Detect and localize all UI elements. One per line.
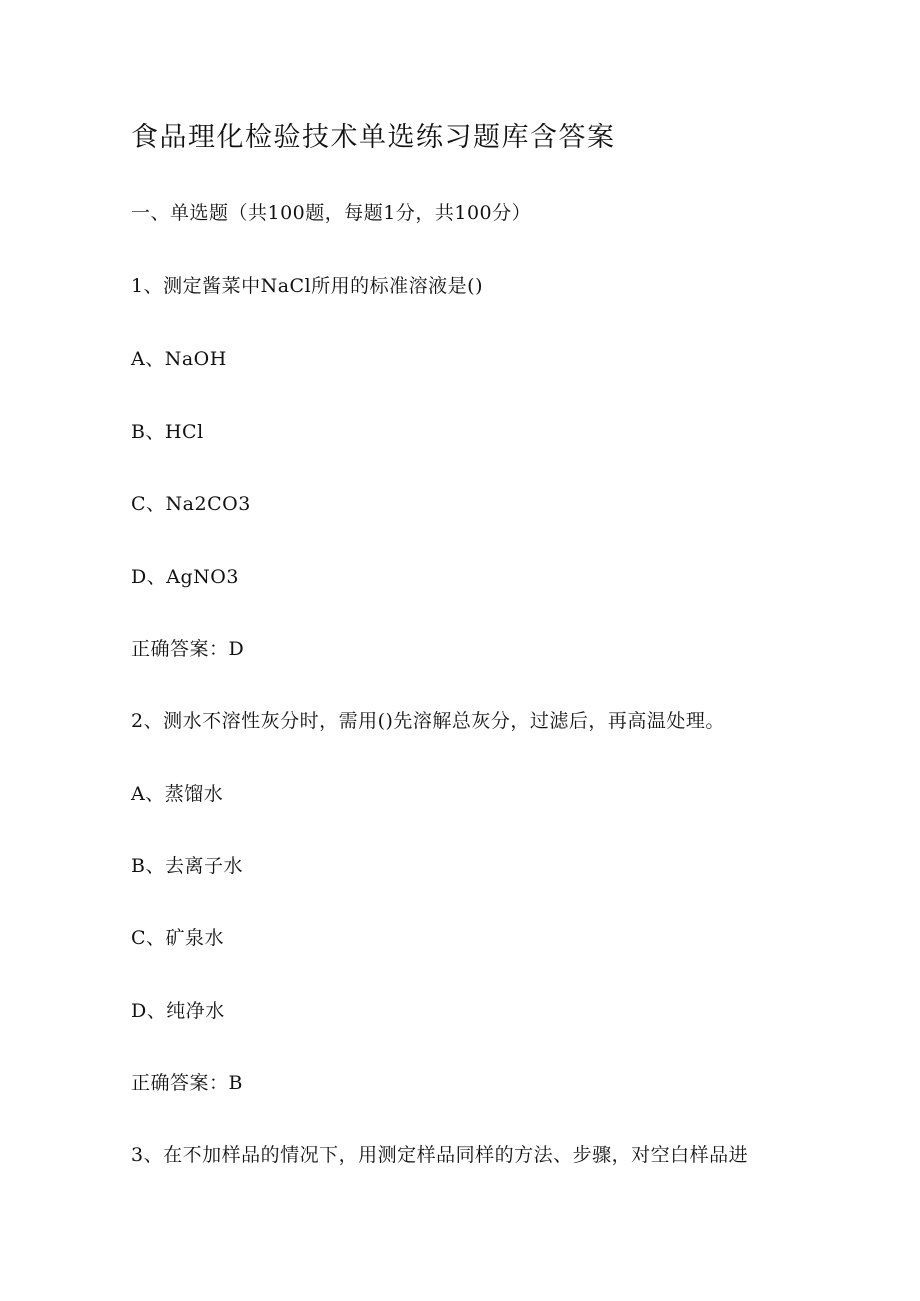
question-2-option-b: B、去离子水 (131, 855, 243, 877)
question-2-option-d: D、纯净水 (131, 1000, 225, 1022)
section-heading: 一、单选题（共100题，每题1分，共100分） (131, 202, 532, 224)
question-1-answer: 正确答案：D (131, 638, 245, 660)
question-2-option-c: C、矿泉水 (131, 927, 225, 949)
question-1-stem: 1、测定酱菜中NaCl所用的标准溶液是() (131, 275, 483, 297)
question-3-stem: 3、在不加样品的情况下，用测定样品同样的方法、步骤，对空白样品进 (131, 1144, 749, 1166)
question-1-option-d: D、AgNO3 (131, 566, 239, 588)
document-title: 食品理化检验技术单选练习题库含答案 (131, 122, 616, 153)
question-1-option-c: C、Na2CO3 (131, 493, 251, 515)
question-1-option-b: B、HCl (131, 421, 204, 443)
question-2-option-a: A、蒸馏水 (131, 783, 224, 805)
question-2-stem: 2、测水不溶性灰分时，需用()先溶解总灰分，过滤后，再高温处理。 (131, 710, 725, 732)
question-1-option-a: A、NaOH (131, 348, 227, 370)
question-2-answer: 正确答案：B (131, 1072, 243, 1094)
